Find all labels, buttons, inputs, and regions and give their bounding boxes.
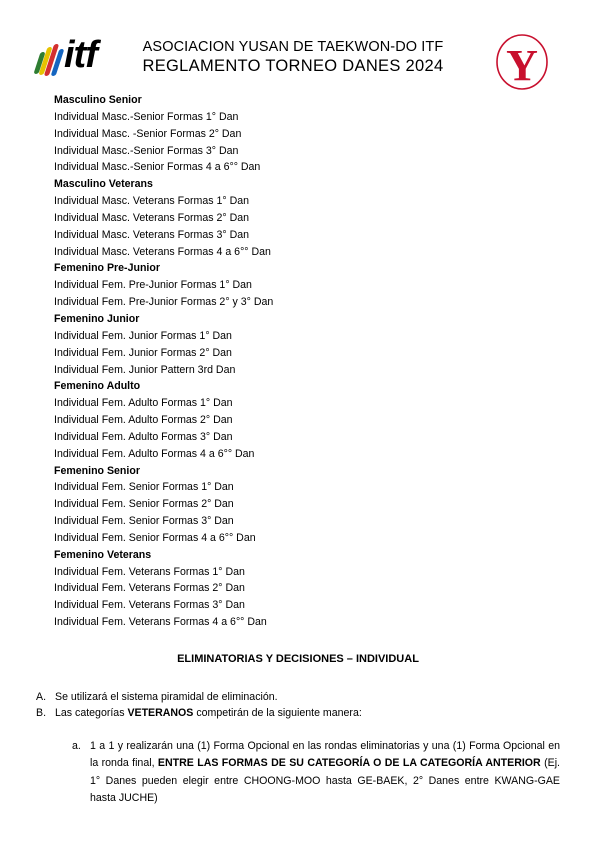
yusan-logo	[492, 30, 552, 96]
category-item: Individual Fem. Senior Formas 1° Dan	[54, 481, 234, 494]
sub-item-a	[72, 738, 560, 807]
sub-item-text	[90, 738, 560, 807]
sub-item-text-post: (Ej. 1° Danes pueden elegir entre CHOONG-MOO hasta GE-BAEK, 2° Danes entre KWANG-GAE hasta JUCHE)	[90, 757, 560, 804]
sub-item-text-bold: ENTRE LAS FORMAS DE SU CATEGORÍA O DE LA CATEGORÍA ANTERIOR	[157, 757, 541, 770]
category-heading: Femenino Senior	[54, 464, 140, 477]
list-item-b	[36, 705, 362, 721]
category-heading: Femenino Junior	[54, 312, 140, 325]
list-item-text: Se utilizará el sistema piramidal de eliminación.	[55, 691, 278, 703]
category-item: Individual Masc.-Senior Formas 1° Dan	[54, 110, 239, 123]
category-heading: Femenino Adulto	[54, 380, 141, 393]
list-item-text-pre: Las categorías	[55, 707, 128, 719]
sub-item-text-pre: 1 a 1 y realizarán una (1) Forma Opcional en las rondas eliminatorias y una (1) Forma Opcional en la ronda final,	[90, 740, 560, 770]
section-title: ELIMINATORIAS Y DECISIONES – INDIVIDUAL	[177, 653, 419, 665]
list-item-text-post: competirán de la siguiente manera:	[193, 707, 362, 719]
category-heading: Masculino Veterans	[54, 178, 153, 191]
category-item: Individual Fem. Senior Formas 2° Dan	[54, 498, 234, 511]
category-heading: Femenino Pre-Junior	[54, 262, 160, 275]
category-item: Individual Masc. Veterans Formas 2° Dan	[54, 211, 250, 224]
sub-list-marker: a.	[72, 740, 81, 752]
list-item-a	[36, 689, 278, 705]
category-item: Individual Fem. Adulto Formas 2° Dan	[54, 414, 233, 427]
category-item: Individual Fem. Adulto Formas 3° Dan	[54, 430, 233, 443]
list-marker: A.	[36, 691, 47, 703]
itf-logo	[34, 34, 124, 78]
itf-logo-stripes	[34, 44, 60, 76]
category-item: Individual Masc.-Senior Formas 3° Dan	[54, 144, 239, 157]
title-block	[120, 38, 466, 76]
category-item: Individual Fem. Senior Formas 4 a 6°° Dan	[54, 531, 256, 544]
category-item: Individual Fem. Junior Formas 1° Dan	[54, 329, 232, 342]
category-item: Individual Masc. Veterans Formas 3° Dan	[54, 228, 250, 241]
category-item: Individual Masc. Veterans Formas 1° Dan	[54, 195, 250, 208]
page-header	[0, 0, 596, 95]
yusan-logo-letter: Y	[506, 41, 538, 90]
category-item: Individual Fem. Pre-Junior Formas 2° y 3° Dan	[54, 296, 274, 309]
category-item: Individual Fem. Veterans Formas 1° Dan	[54, 565, 245, 578]
category-item: Individual Fem. Adulto Formas 4 a 6°° Dan	[54, 447, 255, 460]
page-title-line1: ASOCIACION YUSAN DE TAEKWON-DO ITF	[142, 39, 444, 55]
page-title-line2: REGLAMENTO TORNEO DANES 2024	[142, 57, 444, 75]
category-item: Individual Masc. -Senior Formas 2° Dan	[54, 127, 242, 140]
category-item: Individual Fem. Veterans Formas 2° Dan	[54, 582, 245, 595]
category-heading: Masculino Senior	[54, 94, 142, 106]
category-item: Individual Masc. Veterans Formas 4 a 6°° Dan	[54, 245, 271, 258]
list-item-text-bold: VETERANOS	[127, 707, 194, 719]
list-marker: B.	[36, 707, 47, 719]
category-item: Individual Fem. Pre-Junior Formas 1° Dan	[54, 279, 252, 292]
category-item: Individual Fem. Junior Formas 2° Dan	[54, 346, 232, 359]
category-item: Individual Fem. Veterans Formas 4 a 6°° Dan	[54, 616, 267, 629]
category-item: Individual Masc.-Senior Formas 4 a 6°° Dan	[54, 161, 261, 174]
category-item: Individual Fem. Veterans Formas 3° Dan	[54, 599, 245, 612]
itf-logo-text: itf	[64, 34, 97, 76]
category-item: Individual Fem. Senior Formas 3° Dan	[54, 515, 234, 528]
category-item: Individual Fem. Adulto Formas 1° Dan	[54, 397, 233, 410]
category-item: Individual Fem. Junior Pattern 3rd Dan	[54, 363, 236, 376]
category-heading: Femenino Veterans	[54, 548, 152, 561]
category-list	[54, 92, 554, 631]
